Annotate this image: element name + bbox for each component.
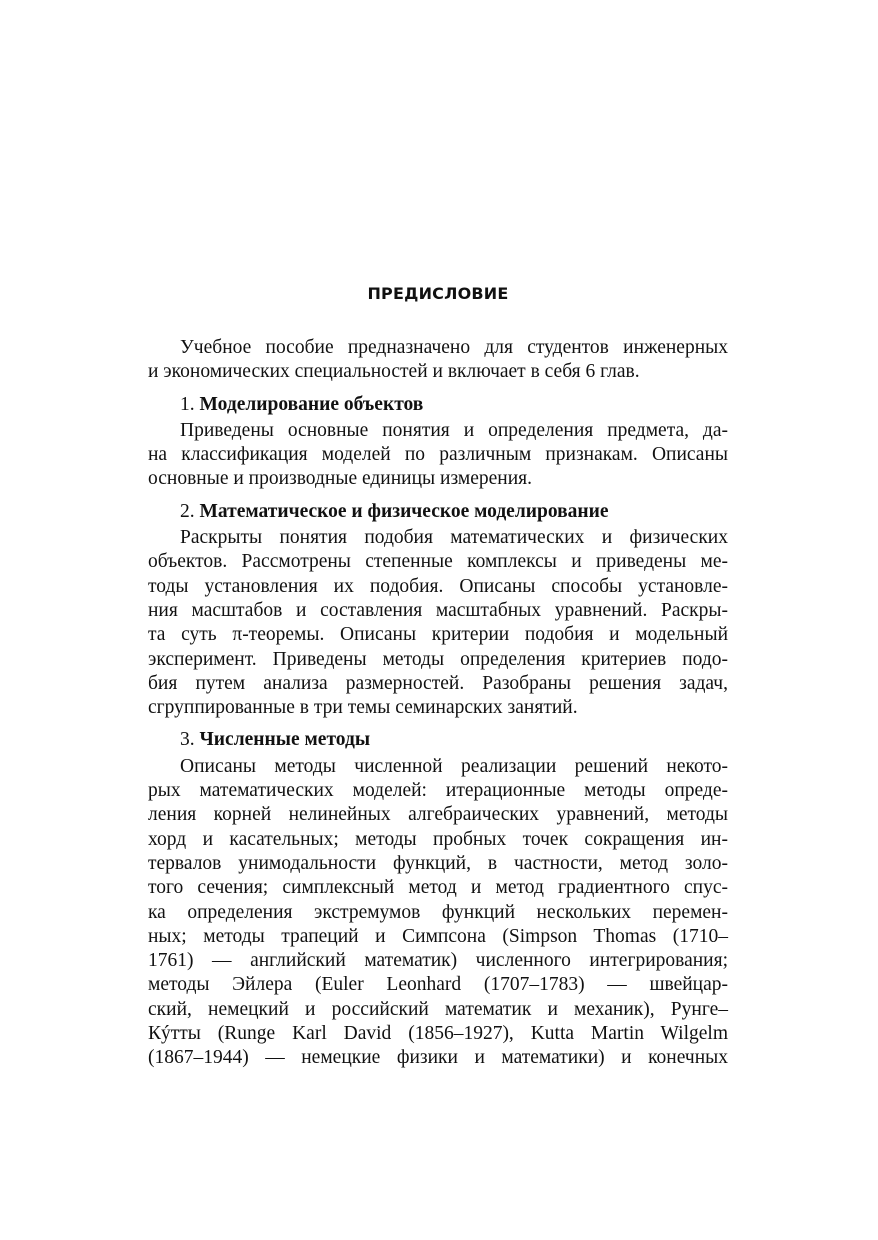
text-line: ния масштабов и составления масштабных уравнений. Раскры- — [148, 599, 728, 621]
section-title: Математическое и физическое моделирование — [199, 500, 609, 522]
text-line: методы Эйлера (Euler Leonhard (1707–1783) — швейцар- — [148, 974, 728, 996]
section-heading — [148, 500, 728, 524]
text-line: Раскрыты понятия подобия математических и физических — [180, 527, 728, 549]
section-title: Численные методы — [199, 729, 371, 751]
text-line: (1867–1944) — немецкие физики и математики) и конечных — [148, 1047, 728, 1069]
section-2 — [148, 500, 728, 721]
text-line: Учебное пособие предназначено для студентов инженерных — [180, 337, 728, 358]
section-number: 3. — [180, 729, 195, 751]
text-line: основные и производные единицы измерения. — [148, 468, 533, 490]
section-1 — [148, 393, 728, 492]
text-line: та суть π-теоремы. Описаны критерии подобия и модельный — [148, 624, 728, 646]
text-line: бия путем анализа размерностей. Разобраны решения задач, — [148, 672, 728, 694]
text-line: эксперимент. Приведены методы определения критериев подо- — [148, 648, 728, 670]
page-content — [148, 270, 728, 1071]
text-line: ления корней нелинейных алгебраических уравнений, методы — [148, 804, 728, 826]
text-line: Кýтты (Runge Karl David (1856–1927), Kutta Martin Wilgelm — [148, 1023, 728, 1045]
intro-paragraph — [148, 336, 728, 385]
text-line: Приведены основные понятия и определения предмета, да- — [180, 419, 728, 441]
text-line: тервалов унимодальности функций, в частности, метод золо- — [148, 852, 728, 874]
text-line: хорд и касательных; методы пробных точек сокращения ин- — [148, 828, 728, 850]
text-line: того сечения; симплексный метод и метод градиентного спус- — [148, 877, 728, 899]
section-heading — [148, 393, 728, 417]
text-line: ский, немецкий и российский математик и механик), Рунге– — [148, 998, 728, 1020]
text-line: ных; методы трапеций и Симпсона (Simpson Thomas (1710– — [148, 925, 728, 947]
text-line: рых математических моделей: итерационные методы опреде- — [148, 780, 728, 802]
section-3 — [148, 728, 728, 1070]
section-number: 2. — [180, 500, 195, 522]
text-line: 1761) — английский математик) численного интегрирования; — [148, 950, 728, 972]
text-line: на классификация моделей по различным признакам. Описаны — [148, 444, 728, 466]
text-line: и экономических специальностей и включает в себя 6 глав. — [148, 361, 640, 383]
text-line: Описаны методы численной реализации решений некото- — [180, 755, 728, 777]
text-line: сгруппированные в три темы семинарских занятий. — [148, 697, 578, 719]
section-title: Моделирование объектов — [199, 393, 424, 415]
section-number: 1. — [180, 393, 195, 415]
text-line: тоды установления их подобия. Описаны способы установле- — [148, 575, 728, 597]
section-heading — [148, 728, 728, 752]
text-line: ка определения экстремумов функций нескольких перемен- — [148, 901, 728, 923]
page-title: ПРЕДИСЛОВИЕ — [367, 284, 509, 303]
body-text — [148, 336, 728, 1071]
text-line: объектов. Рассмотрены степенные комплексы и приведены ме- — [148, 551, 728, 573]
